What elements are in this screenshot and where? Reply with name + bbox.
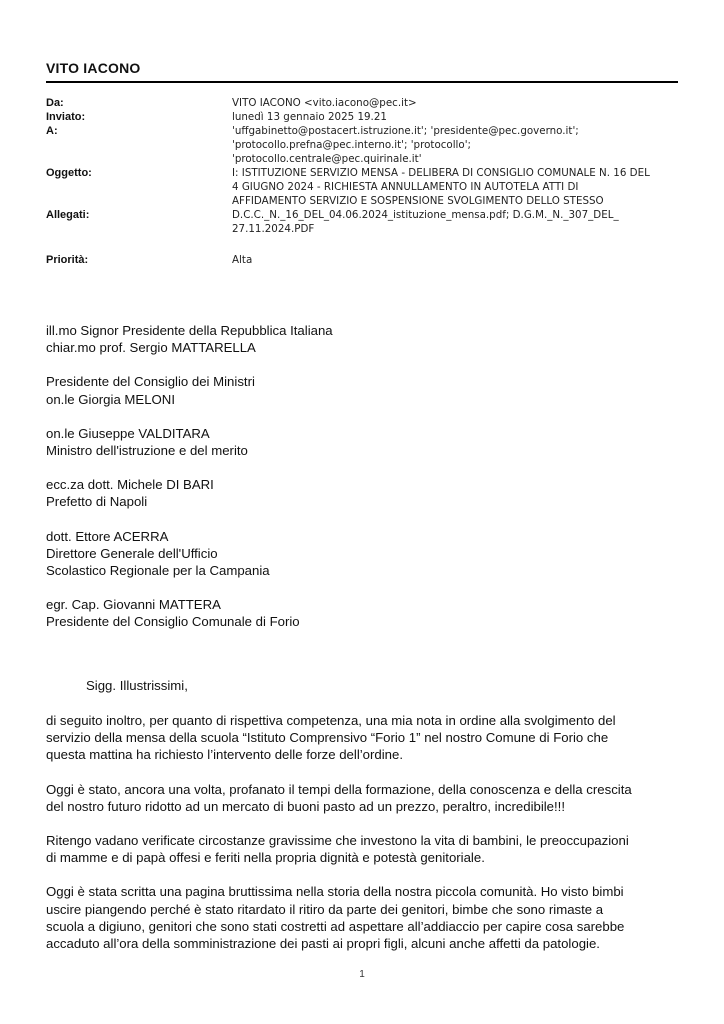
- paragraph-line: del nostro futuro ridotto ad un mercato di buoni pasto ad un prezzo, peraltro, incredibile!!!: [46, 798, 566, 814]
- recipient-line: Scolastico Regionale per la Campania: [46, 563, 270, 579]
- recipient-line: Prefetto di Napoli: [46, 494, 148, 510]
- page-number: 1: [359, 969, 365, 980]
- letter-body: [46, 712, 682, 952]
- from-label: Da:: [46, 97, 64, 109]
- paragraph-line: di mamme e di papà offesi e feriti nella propria dignità e potestà genitoriale.: [46, 850, 485, 866]
- recipient-line: Presidente del Consiglio Comunale di Forio: [46, 614, 300, 630]
- recipient-line: dott. Ettore ACERRA: [46, 528, 169, 544]
- paragraph-line: Oggi è stata scritta una pagina bruttissima nella storia della nostra piccola comunità. Ho visto bimbi: [46, 884, 624, 900]
- greeting: [86, 677, 586, 694]
- recipient-line: ecc.za dott. Michele DI BARI: [46, 477, 214, 493]
- subject-line: I: ISTITUZIONE SERVIZIO MENSA - DELIBERA DI CONSIGLIO COMUNALE N. 16 DEL: [232, 167, 650, 179]
- paragraph-line: Ritengo vadano verificate circostanze gravissime che investono la vita di bambini, le preoccupazioni: [46, 833, 629, 849]
- paragraph-line: uscire piangendo perché è stato ritardato il ritiro da parte dei genitori, bimbe che sono rimaste a: [46, 901, 604, 917]
- subject-label: Oggetto:: [46, 167, 92, 179]
- from-value: VITO IACONO <vito.iacono@pec.it>: [232, 97, 417, 109]
- sender-divider: [46, 81, 678, 83]
- recipient-president: [46, 322, 682, 356]
- recipient-education-minister: [46, 425, 682, 459]
- email-header: [46, 96, 686, 267]
- recipient-line: Direttore Generale dell'Ufficio: [46, 545, 218, 561]
- attachments-label: Allegati:: [46, 209, 90, 221]
- to-value-line: 'protocollo.prefna@pec.interno.it'; 'protocollo';: [232, 139, 472, 151]
- sent-value: lunedì 13 gennaio 2025 19.21: [232, 111, 387, 123]
- recipient-line: chiar.mo prof. Sergio MATTARELLA: [46, 340, 256, 356]
- recipient-prime-minister: [46, 373, 682, 407]
- to-value-line: 'uffgabinetto@postacert.istruzione.it'; 'presidente@pec.governo.it';: [232, 125, 579, 137]
- paragraph-line: questa mattina ha richiesto l’intervento delle forze dell’ordine.: [46, 747, 403, 763]
- paragraph-line: di seguito inoltro, per quanto di rispettiva competenza, una mia nota in ordine alla svolgimento del: [46, 713, 616, 728]
- greeting-text: Sigg. Illustrissimi,: [86, 678, 188, 693]
- subject-line: 4 GIUGNO 2024 - RICHIESTA ANNULLAMENTO IN AUTOTELA ATTI DI: [232, 181, 579, 193]
- to-row: [46, 124, 686, 166]
- recipient-line: Presidente del Consiglio dei Ministri: [46, 374, 255, 390]
- paragraph: [46, 712, 682, 764]
- priority-value: Alta: [232, 254, 253, 266]
- recipient-line: egr. Cap. Giovanni MATTERA: [46, 597, 221, 613]
- to-label: A:: [46, 125, 58, 137]
- sent-label: Inviato:: [46, 111, 86, 123]
- paragraph: [46, 883, 682, 952]
- recipient-school-office: [46, 528, 682, 580]
- paragraph-line: servizio della mensa della scuola “Istituto Comprensivo “Forio 1” nel nostro Comune di Forio che: [46, 730, 609, 746]
- attachment-line: D.C.C._N._16_DEL_04.06.2024_istituzione_mensa.pdf; D.G.M._N._307_DEL_: [232, 209, 619, 221]
- priority-label: Priorità:: [46, 254, 89, 266]
- paragraph-line: accaduto all’ora della somministrazione dei pasti ai propri figli, alcuni anche affetti da patologie.: [46, 936, 600, 952]
- paragraph-line: Oggi è stato, ancora una volta, profanato il tempi della formazione, della conoscenza e della crescita: [46, 781, 632, 797]
- recipient-line: Ministro dell'istruzione e del merito: [46, 443, 248, 459]
- recipient-line: ill.mo Signor Presidente della Repubblica Italiana: [46, 323, 333, 338]
- paragraph-line: scuola a digiuno, genitori che sono stati costretti ad aspettare all’addiaccio per capire cosa sarebbe: [46, 918, 625, 934]
- sender-name: VITO IACONO: [46, 60, 141, 76]
- paragraph: [46, 781, 682, 815]
- subject-row: [46, 166, 686, 208]
- recipient-council-president: [46, 596, 682, 630]
- paragraph: [46, 832, 682, 866]
- to-value-line: 'protocollo.centrale@pec.quirinale.it': [232, 153, 422, 165]
- attachments-row: [46, 208, 686, 236]
- from-row: [46, 96, 686, 110]
- priority-row: [46, 253, 686, 267]
- sent-row: [46, 110, 686, 124]
- recipient-prefect: [46, 476, 682, 510]
- subject-line: AFFIDAMENTO SERVIZIO E SOSPENSIONE SVOLGIMENTO DELLO STESSO: [232, 195, 604, 207]
- recipient-line: on.le Giuseppe VALDITARA: [46, 425, 210, 441]
- attachment-line: 27.11.2024.PDF: [232, 223, 315, 235]
- recipient-line: on.le Giorgia MELONI: [46, 391, 175, 407]
- recipients-block: [46, 322, 682, 631]
